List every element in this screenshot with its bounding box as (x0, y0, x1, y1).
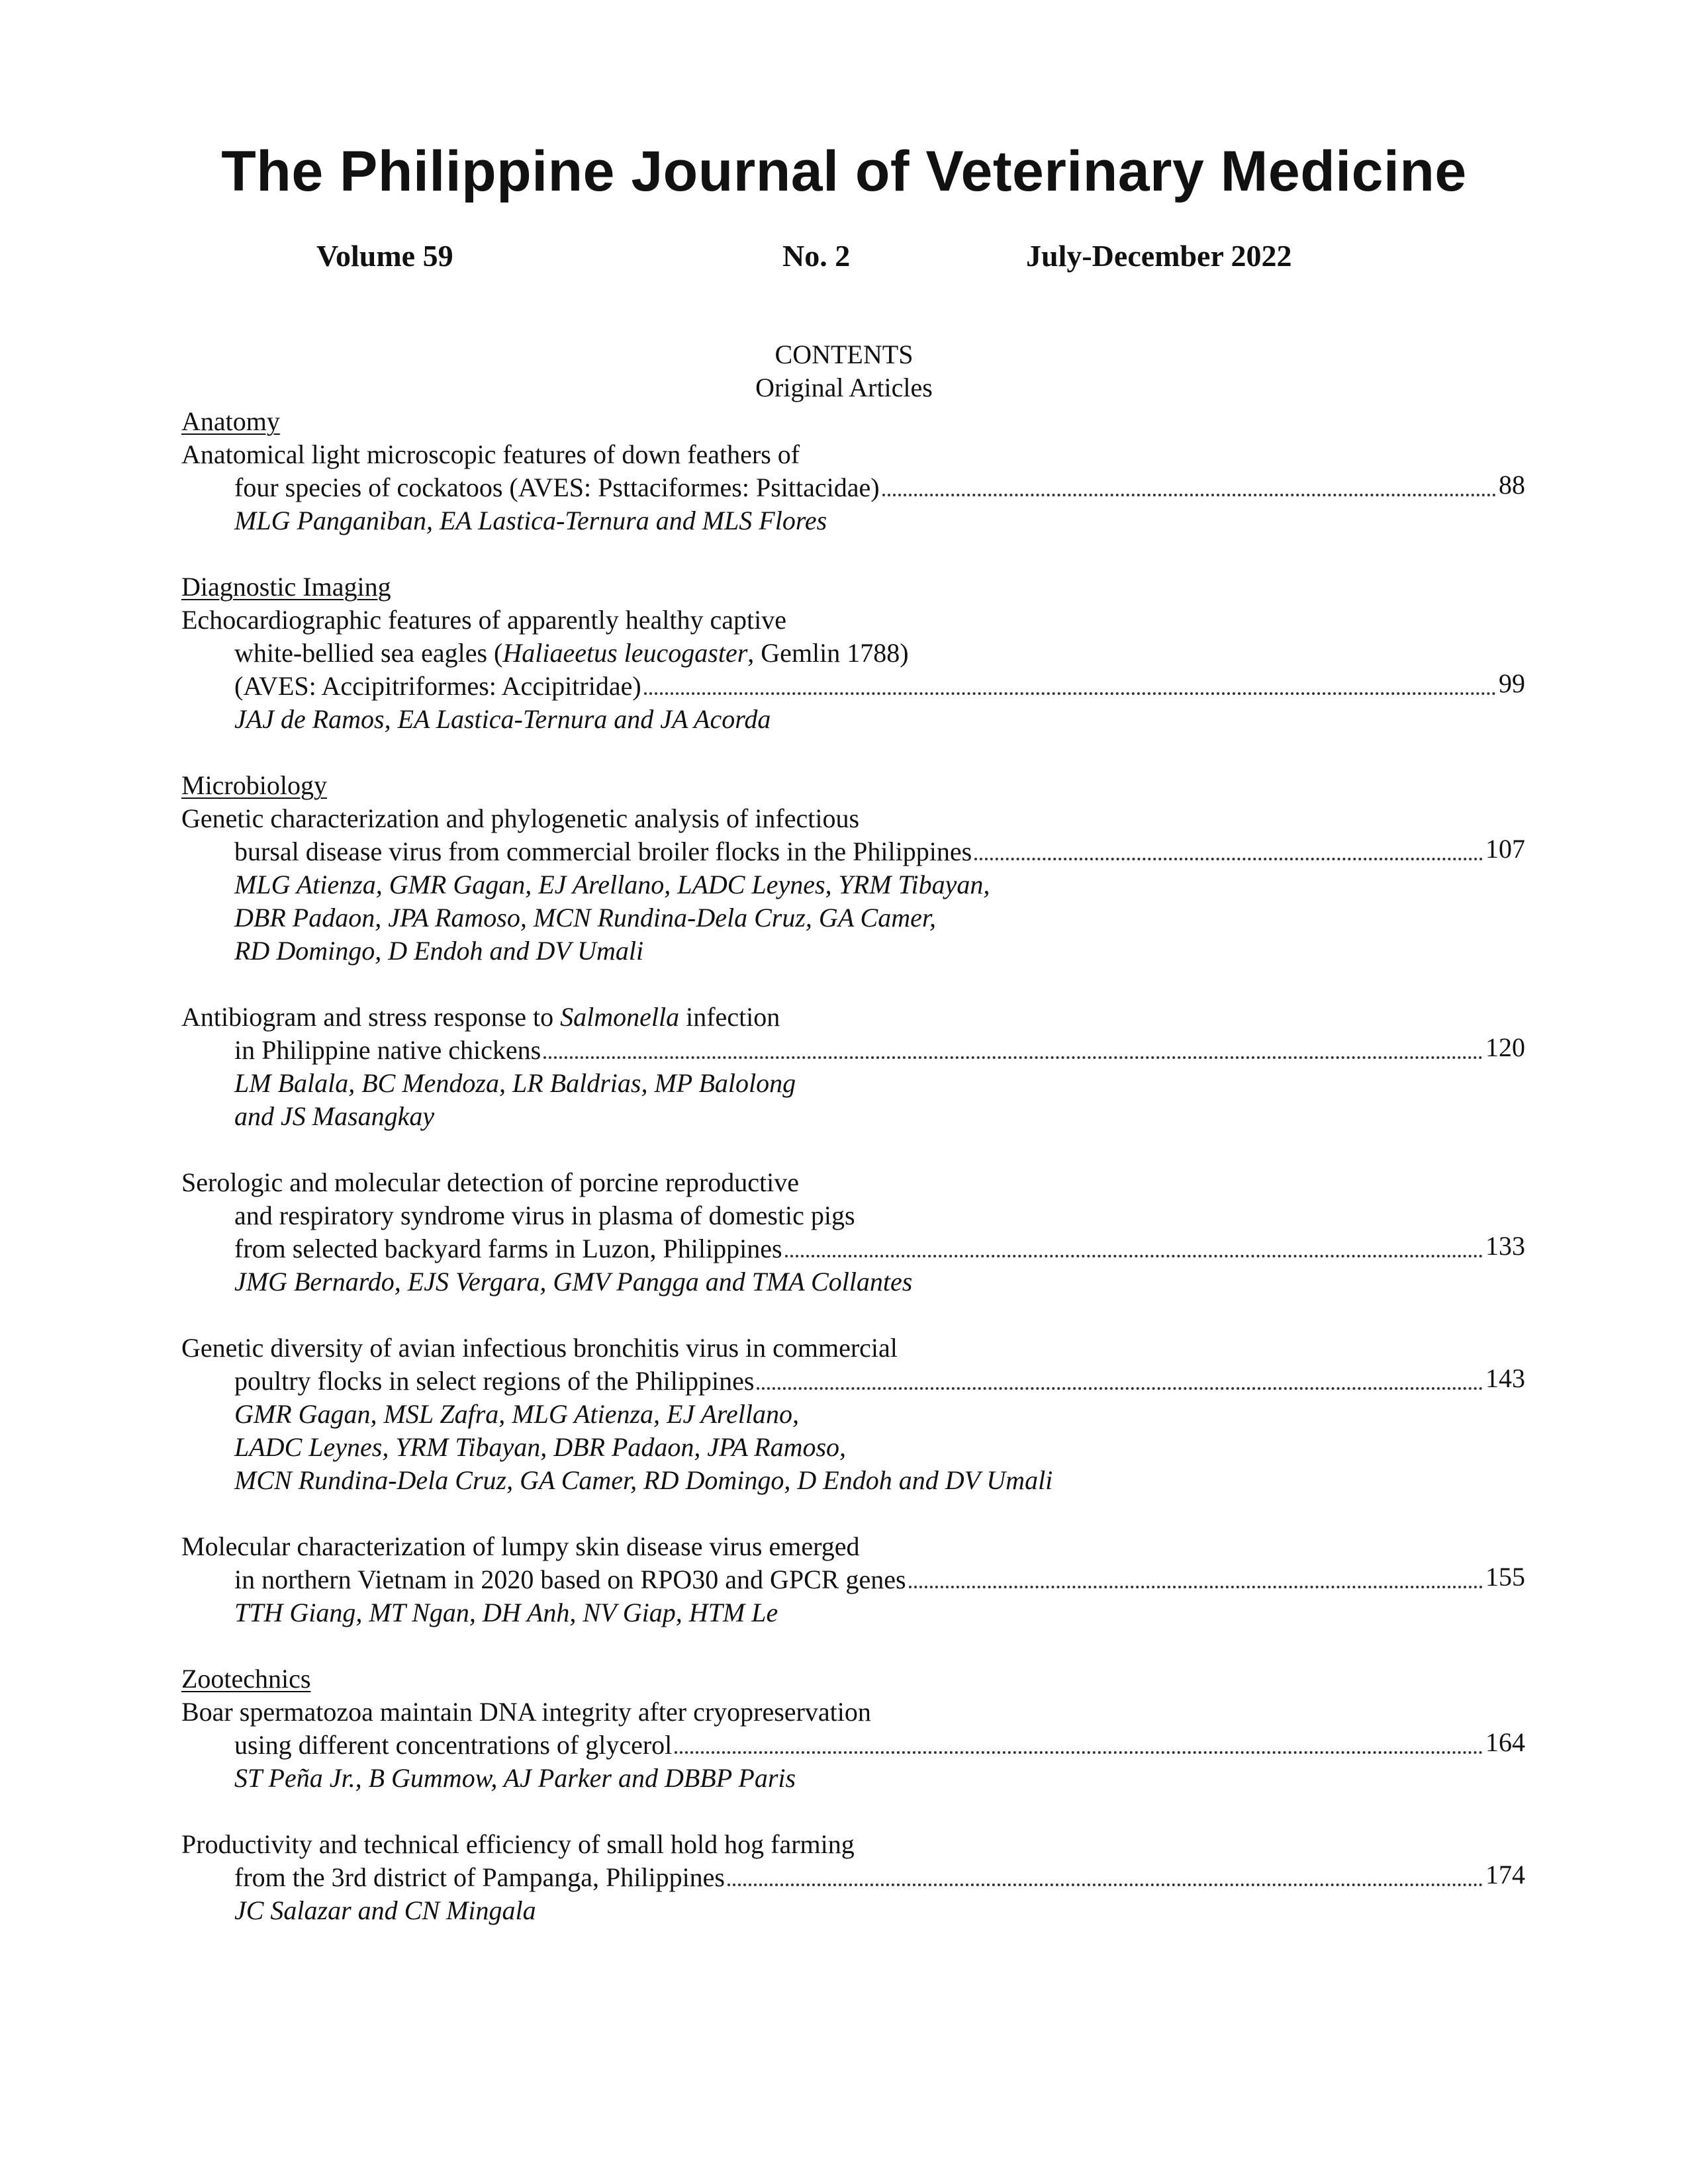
article-title-line: four species of cockatoos (AVES: Psttaciformes: Psittacidae) 88 (234, 470, 1525, 502)
article-title-line: Genetic diversity of avian infectious bronchitis virus in commercial (181, 1333, 898, 1363)
article-entry[interactable] (181, 802, 1525, 968)
article-title-line: from selected backyard farms in Luzon, Philippines 133 (234, 1231, 1525, 1263)
page-number: 88 (1499, 470, 1525, 500)
dot-leader (727, 1861, 1483, 1886)
article-title-line: Antibiogram and stress response to Salmonella infection (181, 1002, 780, 1032)
article-entry[interactable] (181, 604, 1525, 736)
article-authors: TTH Giang, MT Ngan, DH Anh, NV Giap, HTM Le (234, 1598, 778, 1627)
article-title-line: Serologic and molecular detection of porcine reproductive (181, 1167, 799, 1197)
article-entry[interactable] (181, 1828, 1525, 1927)
dot-leader (543, 1034, 1483, 1059)
category-zootechnics (181, 1662, 1505, 1696)
page-number: 120 (1485, 1032, 1525, 1062)
article-entry[interactable] (181, 438, 1525, 537)
page-number: 99 (1499, 668, 1525, 698)
article-title-line: in Philippine native chickens 120 (234, 1032, 1525, 1065)
page-number: 107 (1485, 834, 1525, 864)
dot-leader (785, 1232, 1483, 1257)
page-number: 155 (1485, 1562, 1525, 1592)
article-authors: and JS Masangkay (234, 1101, 435, 1131)
article-authors: LM Balala, BC Mendoza, LR Baldrias, MP Balolong (234, 1068, 796, 1098)
species-name: Haliaeetus leucogaster (502, 638, 748, 668)
article-title-line: Echocardiographic features of apparently healthy captive (181, 605, 787, 635)
article-authors: JAJ de Ramos, EA Lastica-Ternura and JA Acorda (234, 704, 771, 734)
article-authors: MCN Rundina-Dela Cruz, GA Camer, RD Domingo, D Endoh and DV Umali (234, 1465, 1053, 1495)
article-authors: JMG Bernardo, EJS Vergara, GMV Pangga and TMA Collantes (234, 1267, 913, 1297)
article-entry[interactable] (181, 1001, 1525, 1133)
category-label: Microbiology (181, 770, 327, 800)
category-anatomy (181, 405, 1505, 438)
article-title-line: poultry flocks in select regions of the Philippines 143 (234, 1363, 1525, 1396)
issue-date: July-December 2022 (1026, 239, 1292, 273)
dot-leader (644, 670, 1496, 695)
article-title-line: Genetic characterization and phylogenetic analysis of infectious (181, 803, 860, 833)
dot-leader (909, 1563, 1483, 1588)
issue-number: No. 2 (782, 239, 851, 273)
category-label: Diagnostic Imaging (181, 572, 391, 602)
article-authors: GMR Gagan, MSL Zafra, MLG Atienza, EJ Arellano, (234, 1399, 799, 1429)
page-number: 143 (1485, 1363, 1525, 1393)
page-number: 164 (1485, 1727, 1525, 1757)
article-authors: MLG Panganiban, EA Lastica-Ternura and MLS Flores (234, 506, 827, 535)
category-diagnostic-imaging (181, 570, 1505, 604)
article-entry[interactable] (181, 1166, 1525, 1298)
article-authors: JC Salazar and CN Mingala (234, 1895, 536, 1925)
journal-title: The Philippine Journal of Veterinary Medicine (221, 140, 1467, 203)
article-title-line: white-bellied sea eagles (Haliaeetus leucogaster, Gemlin 1788) (234, 638, 909, 668)
contents-heading: CONTENTS (774, 340, 914, 369)
issue-volume: Volume 59 (316, 239, 453, 273)
article-title-line: from the 3rd district of Pampanga, Philippines 174 (234, 1860, 1525, 1892)
category-label: Anatomy (181, 406, 280, 436)
dot-leader (757, 1365, 1483, 1390)
article-title-line: bursal disease virus from commercial broiler flocks in the Philippines 107 (234, 834, 1525, 866)
species-name: Salmonella (560, 1002, 680, 1032)
article-title-line: using different concentrations of glycerol 164 (234, 1727, 1525, 1760)
page-number: 174 (1485, 1860, 1525, 1889)
article-title-line: Productivity and technical efficiency of small hold hog farming (181, 1829, 855, 1859)
dot-leader (675, 1729, 1483, 1754)
article-entry[interactable] (181, 1332, 1525, 1497)
article-authors: RD Domingo, D Endoh and DV Umali (234, 936, 644, 966)
dot-leader (974, 835, 1483, 860)
article-title-line: in northern Vietnam in 2020 based on RPO30 and GPCR genes 155 (234, 1562, 1525, 1594)
section-type: Original Articles (755, 373, 933, 402)
article-authors: DBR Padaon, JPA Ramoso, MCN Rundina-Dela Cruz, GA Camer, (234, 903, 936, 933)
article-title-line: Anatomical light microscopic features of down feathers of (181, 439, 800, 469)
table-of-contents (181, 405, 1525, 1927)
article-authors: ST Peña Jr., B Gummow, AJ Parker and DBBP Paris (234, 1763, 796, 1793)
article-title-line: Molecular characterization of lumpy skin disease virus emerged (181, 1531, 860, 1561)
article-entry[interactable] (181, 1696, 1525, 1795)
article-title-line: and respiratory syndrome virus in plasma of domestic pigs (234, 1201, 855, 1230)
article-title-line: Boar spermatozoa maintain DNA integrity after cryopreservation (181, 1697, 871, 1727)
article-title-line: (AVES: Accipitriformes: Accipitridae) 99 (234, 668, 1525, 701)
dot-leader (882, 471, 1496, 496)
category-label: Zootechnics (181, 1664, 311, 1694)
article-entry[interactable] (181, 1530, 1525, 1629)
article-authors: LADC Leynes, YRM Tibayan, DBR Padaon, JPA Ramoso, (234, 1432, 847, 1462)
category-microbiology (181, 769, 1505, 802)
article-authors: MLG Atienza, GMR Gagan, EJ Arellano, LADC Leynes, YRM Tibayan, (234, 870, 990, 899)
page-number: 133 (1485, 1231, 1525, 1261)
